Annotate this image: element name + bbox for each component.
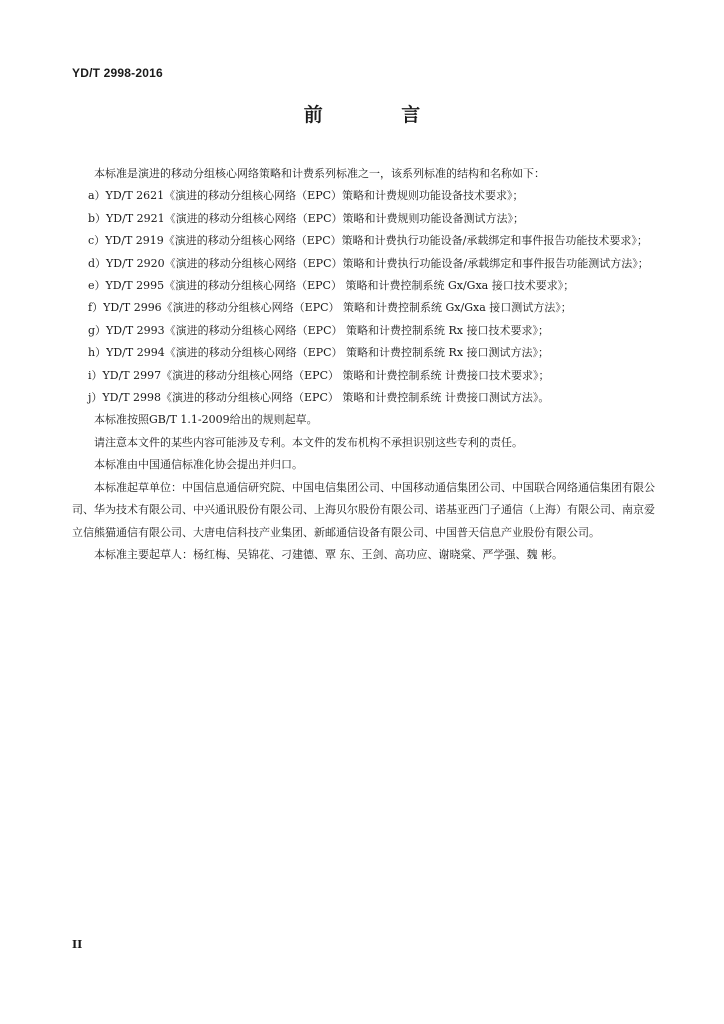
series-item-g: g）YD/T 2993《演进的移动分组核心网络（EPC） 策略和计费控制系统 Rx 接口技术要求》； bbox=[88, 323, 549, 337]
series-item-d: d）YD/T 2920《演进的移动分组核心网络（EPC）策略和计费执行功能设备/承载绑定和事件报告功能测试方法》； bbox=[88, 256, 649, 270]
series-item-b: b）YD/T 2921《演进的移动分组核心网络（EPC）策略和计费规则功能设备测试方法》； bbox=[88, 211, 525, 225]
series-item-e: e）YD/T 2995《演进的移动分组核心网络（EPC） 策略和计费控制系统 Gx/Gxa 接口技术要求》； bbox=[88, 279, 575, 293]
patent-notice-paragraph: 请注意本文件的某些内容可能涉及专利。本文件的发布机构不承担识别这些专利的责任。 bbox=[94, 435, 523, 449]
series-item-c: c）YD/T 2919《演进的移动分组核心网络（EPC）策略和计费执行功能设备/承载绑定和事件报告功能技术要求》； bbox=[88, 234, 648, 248]
foreword-body bbox=[72, 163, 656, 566]
document-id: YD/T 2998-2016 bbox=[72, 66, 163, 80]
drafting-rule-paragraph: 本标准按照GB/T 1.1-2009给出的规则起草。 bbox=[94, 413, 318, 427]
series-item-h: h）YD/T 2994《演进的移动分组核心网络（EPC） 策略和计费控制系统 Rx 接口测试方法》； bbox=[88, 346, 550, 360]
intro-paragraph: 本标准是演进的移动分组核心网络策略和计费系列标准之一，该系列标准的结构和名称如下： bbox=[94, 167, 545, 180]
drafting-units-paragraph: 本标准起草单位：中国信息通信研究院、中国电信集团公司、中国移动通信集团公司、中国联合网络通信集团有限公司、华为技术有限公司、中兴通讯股份有限公司、上海贝尔股份有限公司、诺基亚西门子通信（上海）有限公司、南京爱立信熊猫通信有限公司、大唐电信科技产业集团、新邮通信设备有限公司、中国普天信息产业股份有限公司。 bbox=[72, 480, 655, 539]
page-title: 前 言 bbox=[303, 104, 457, 126]
series-item-j: j）YD/T 2998《演进的移动分组核心网络（EPC） 策略和计费控制系统 计费接口测试方法》。 bbox=[88, 391, 550, 405]
page-number: II bbox=[72, 938, 83, 951]
series-item-f: f）YD/T 2996《演进的移动分组核心网络（EPC） 策略和计费控制系统 Gx/Gxa 接口测试方法》； bbox=[88, 301, 572, 315]
proposer-paragraph: 本标准由中国通信标准化协会提出并归口。 bbox=[94, 458, 303, 472]
series-item-i: i）YD/T 2997《演进的移动分组核心网络（EPC） 策略和计费控制系统 计费接口技术要求》； bbox=[88, 368, 550, 382]
drafters-paragraph: 本标准主要起草人：杨红梅、吴锦花、刁建德、覃 东、王剑、高功应、谢晓棠、严学强、魏 彬。 bbox=[94, 547, 563, 561]
series-item-a: a）YD/T 2621《演进的移动分组核心网络（EPC）策略和计费规则功能设备技术要求》； bbox=[88, 189, 524, 203]
